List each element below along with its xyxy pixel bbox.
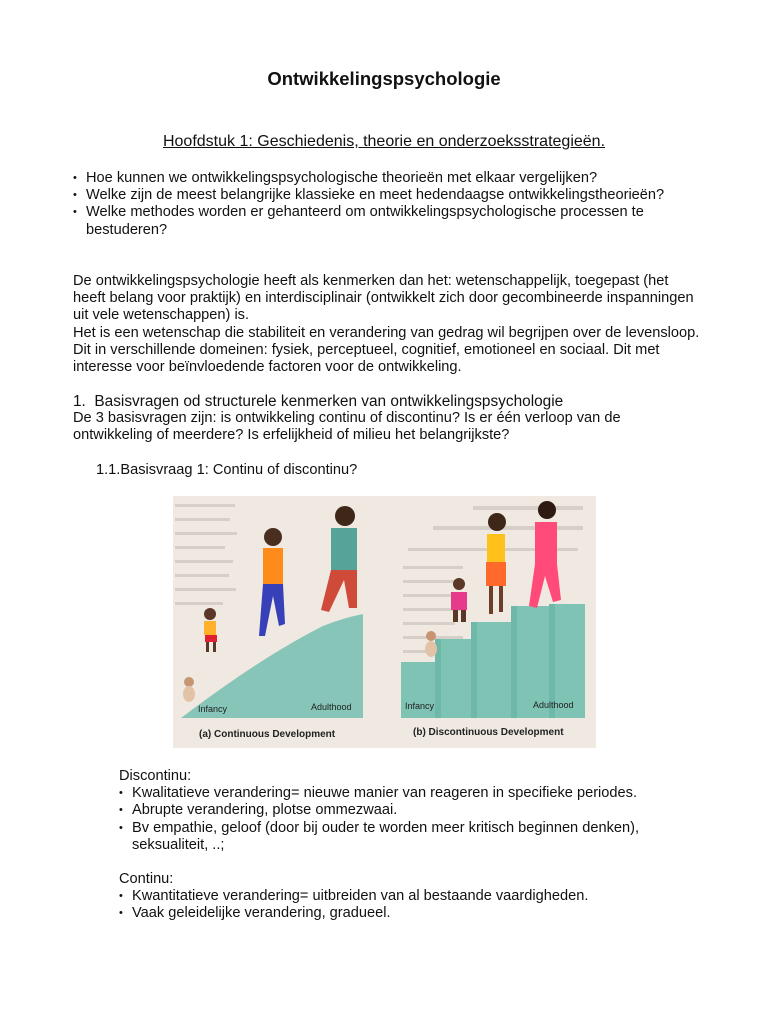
discontinu-label: Discontinu: bbox=[119, 768, 192, 784]
questions-list-block bbox=[73, 170, 713, 239]
section-1 bbox=[73, 393, 698, 445]
discontinu-item: • Abrupte verandering, plotse ommezwaai. bbox=[119, 802, 699, 819]
continu-item: • Vaak geleidelijke verandering, gradueel. bbox=[119, 905, 699, 922]
left-caption: (a) Continuous Development bbox=[199, 729, 336, 740]
discontinu-block bbox=[119, 768, 699, 854]
discontinu-item: • Bv empathie, geloof (door bij ouder te worden meer kritisch beginnen denken), seksualiteit, ..; bbox=[119, 820, 699, 854]
discontinu-item: • Kwalitatieve verandering= nieuwe manier van reageren in specifieke periodes. bbox=[119, 785, 699, 802]
right-end-label: Adulthood bbox=[533, 700, 574, 710]
subsection-heading: 1.1.Basisvraag 1: Continu of discontinu? bbox=[96, 462, 358, 478]
left-start-label: Infancy bbox=[198, 704, 228, 714]
development-illustration bbox=[173, 496, 596, 748]
section-1-title: Basisvragen od structurele kenmerken van ontwikkelingspsychologie bbox=[94, 393, 564, 410]
section-1-heading bbox=[73, 393, 698, 410]
development-figure bbox=[173, 496, 596, 748]
continu-item: • Kwantitatieve verandering= uitbreiden van al bestaande vaardigheden. bbox=[119, 888, 699, 905]
question-item: • Hoe kunnen we ontwikkelingspsychologische theorieën met elkaar vergelijken? bbox=[73, 170, 713, 187]
questions-list bbox=[73, 170, 713, 239]
page-title: Ontwikkelingspsychologie bbox=[267, 68, 501, 89]
intro-block bbox=[73, 273, 703, 376]
intro-paragraph-2: Het is een wetenschap die stabiliteit en verandering van gedrag wil begrijpen over de levensloop. Dit in verschillende domeinen: fysiek, perceptueel, cognitief, emotioneel en sociaal. Dit met interesse voor beïnvloedende factoren voor de ontwikkeling. bbox=[73, 324, 700, 376]
question-item: • Welke methodes worden er gehanteerd om ontwikkelingspsychologische processen te bestuderen? bbox=[73, 204, 698, 238]
continu-list bbox=[119, 888, 699, 922]
chapter-heading: Hoofdstuk 1: Geschiedenis, theorie en onderzoeksstrategieën. bbox=[162, 133, 606, 150]
continu-label: Continu: bbox=[119, 871, 174, 887]
right-caption: (b) Discontinuous Development bbox=[413, 727, 564, 738]
intro-paragraph-1: De ontwikkelingspsychologie heeft als kenmerken dan het: wetenschappelijk, toegepast (het heeft belang voor praktijk) en interdisciplinair (ontwikkelt zich door gecombineerde inspanningen uit vele wetenschappen) is. bbox=[73, 273, 694, 324]
baby-figure bbox=[183, 677, 195, 702]
discontinu-list bbox=[119, 785, 699, 854]
continu-block bbox=[119, 871, 699, 923]
right-start-label: Infancy bbox=[405, 701, 435, 711]
section-1-text: De 3 basisvragen zijn: is ontwikkeling continu of discontinu? Is er één verloop van de ontwikkeling of meerdere? Is erfelijkheid of milieu het belangrijkste? bbox=[73, 410, 621, 444]
left-end-label: Adulthood bbox=[311, 702, 352, 712]
baby-figure-b bbox=[425, 631, 437, 657]
question-item: • Welke zijn de meest belangrijke klassieke en meet hedendaagse ontwikkelingstheorieën? bbox=[73, 187, 671, 204]
section-1-number: 1. bbox=[73, 393, 86, 410]
